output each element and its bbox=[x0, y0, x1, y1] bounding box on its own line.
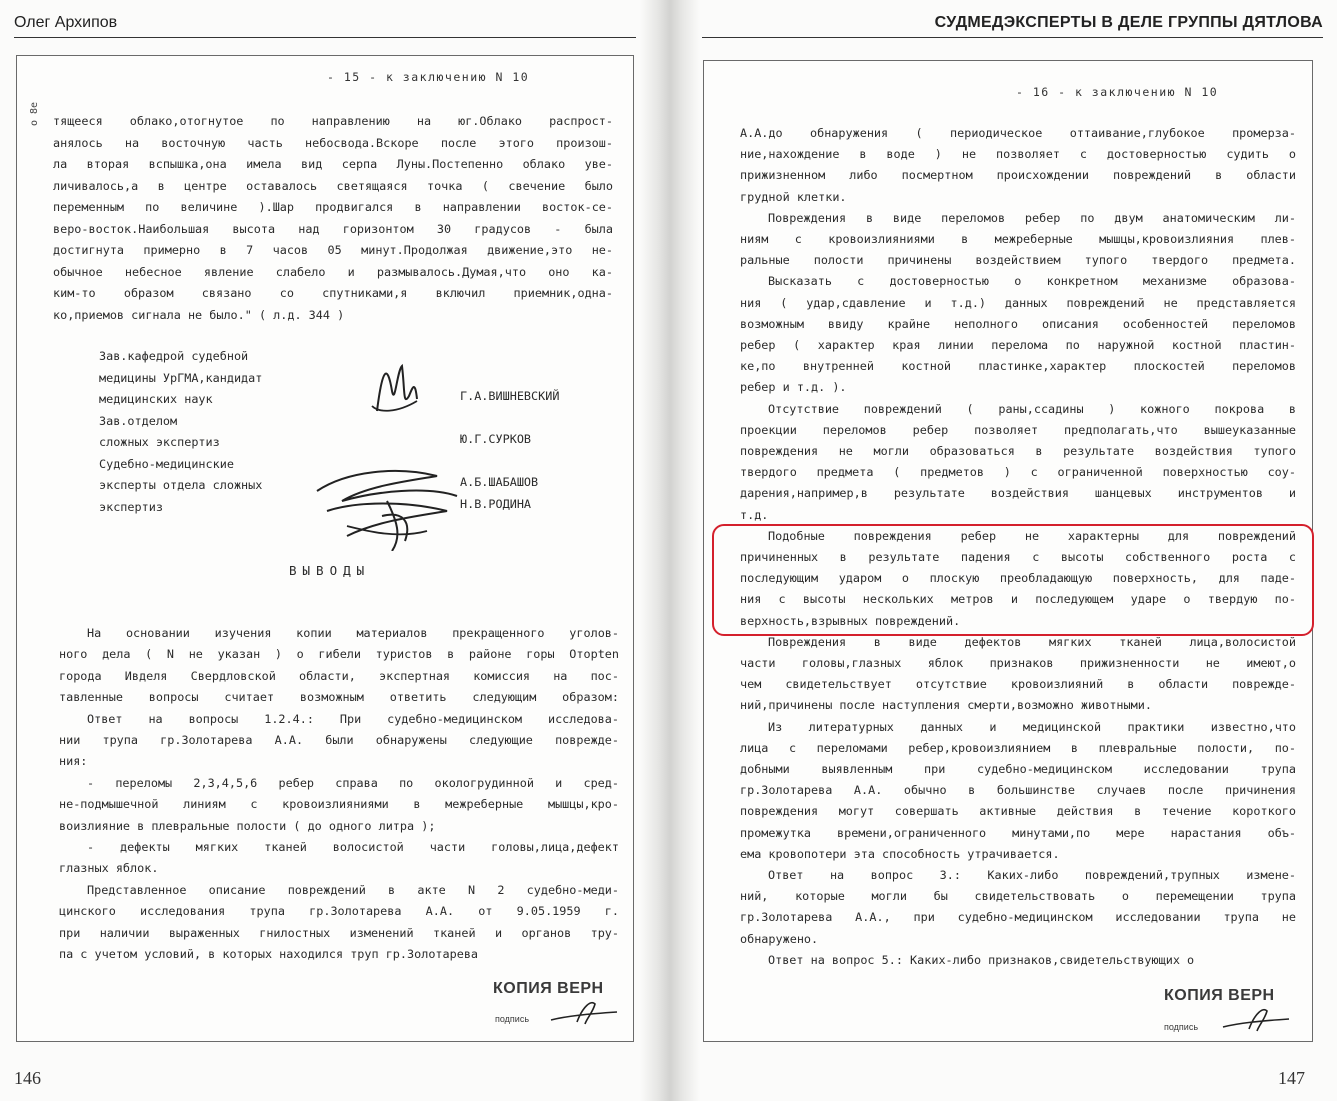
text-line: па с учетом условий, в которых находился труп гр.Золотарева bbox=[59, 947, 479, 961]
text-line: ребер ( характер края линии перелома по наружной костной пластин- bbox=[740, 338, 1296, 352]
text-line: ний,причинены после наступления смерти,возможно животными. bbox=[740, 698, 1152, 713]
signatory-name: Н.В.РОДИНА bbox=[460, 497, 532, 511]
text-line: т.д. bbox=[740, 507, 769, 522]
text-line: лица с переломами ребер,кровоизлиянием в плевральные полости, по- bbox=[740, 740, 1296, 755]
signatory-title-line: эксперты отдела сложных bbox=[99, 478, 263, 492]
text-line: ребер и т.д. ). bbox=[740, 380, 847, 395]
signatory-title-line: Судебно-медицинские bbox=[99, 456, 234, 471]
book-gutter bbox=[640, 0, 700, 1101]
text-line: А.А.до обнаружения ( периодическое оттаивание,глубокое промерза- bbox=[740, 126, 1296, 140]
text-line: повреждения не могли образоваться в результате воздействия тупого bbox=[740, 444, 1296, 458]
text-line: ко,приемов сигнала не было." ( л.д. 344 ) bbox=[53, 307, 345, 322]
text-line: обнаружено. bbox=[740, 931, 819, 946]
text-line: при наличии выраженных гнилостных изменений тканей и органов тру- bbox=[59, 925, 619, 940]
text-line: - дефекты мягких тканей волосистой части головы,лица,дефект bbox=[87, 840, 619, 854]
text-line: причиненных в результате падения с высоты собственного роста с bbox=[740, 550, 1296, 564]
text-line: Из литературных данных и медицинской практики известно,что bbox=[768, 719, 1296, 734]
header-rule-left bbox=[14, 37, 636, 38]
text-line: верхность,взрывных повреждений. bbox=[740, 613, 961, 628]
signatory-title-line: Зав.кафедрой судебной bbox=[99, 349, 249, 363]
page-number-right: 147 bbox=[1278, 1068, 1305, 1088]
signatory-title-line: Зав.отделом bbox=[99, 413, 178, 428]
text-line: гр.Золотарева А.А. обычно в большинстве случаев после причинения bbox=[740, 783, 1296, 798]
text-line: ким-то образом связано со спутниками,я включил приемник,одна- bbox=[53, 286, 613, 300]
text-line: последующим ударом о плоскую преобладающую поверхность, для паде- bbox=[740, 571, 1296, 586]
stamp-signature bbox=[547, 996, 627, 1026]
text-line: прижизненном либо посмертном происхождении повреждений в области bbox=[740, 168, 1296, 183]
red-highlight-box bbox=[712, 524, 1314, 636]
text-line: повреждения могут совершать активные действия в течение короткого bbox=[740, 804, 1296, 819]
text-line: Ответ на вопрос 3.: Каких-либо повреждений,трупных измене- bbox=[768, 868, 1296, 882]
margin-mark: о 8е bbox=[29, 101, 40, 126]
text-line: грудной клетки. bbox=[740, 189, 847, 204]
text-line: воизлияние в плевральные полости ( до одного литра ); bbox=[59, 818, 436, 833]
text-line: Повреждения в виде переломов ребер по двум анатомическим ли- bbox=[768, 210, 1296, 225]
text-line: ного дела ( N не указан ) о гибели туристов в районе горы Оторten bbox=[59, 647, 619, 662]
text-line: ний, которые могли бы свидетельствовать о перемещении трупа bbox=[740, 889, 1296, 904]
text-line: не-подмышечной линиям с кровоизлияниями в межреберные мышцы,кро- bbox=[59, 797, 619, 812]
sheet-header-left: - 15 - к заключению N 10 bbox=[327, 70, 530, 84]
sheet-header-right: - 16 - к заключению N 10 bbox=[1016, 85, 1219, 99]
text-line: ния: bbox=[59, 754, 88, 769]
signatory-name: Ю.Г.СУРКОВ bbox=[460, 432, 532, 446]
text-line: веро-восток.Наибольшая высота над горизонтом 30 градусов - была bbox=[53, 221, 613, 236]
text-line: цинского исследования трупа гр.Золотарева А.А. от 9.05.1959 г. bbox=[59, 904, 619, 919]
signatory-name: Г.А.ВИШНЕВСКИЙ bbox=[460, 389, 560, 403]
text-line: части головы,глазных яблок признаков прижизненности не имеют,о bbox=[740, 656, 1296, 670]
stamp-podpis-label-right: подпись bbox=[1164, 1022, 1199, 1032]
stamp-signature-right bbox=[1219, 1003, 1299, 1033]
text-line: Подобные повреждения ребер не характерны для повреждений bbox=[768, 528, 1296, 543]
text-line: Представленное описание повреждений в акте N 2 судебно-меди- bbox=[87, 882, 619, 897]
text-line: ния ( удар,сдавление и т.д.) данных повреждений не представляется bbox=[740, 295, 1296, 310]
text-line: Ответ на вопрос 5.: Каких-либо признаков,свидетельствующих о bbox=[768, 952, 1195, 967]
signatory-name: А.Б.ШАБАШОВ bbox=[460, 475, 539, 489]
text-line: ла вторая вспышка,она имела вид серпа Луны.Постепенно облако уве- bbox=[53, 157, 613, 171]
text-line: ке,по внутренней костной пластинке,характер плоскостей переломов bbox=[740, 359, 1296, 374]
text-line: ние,нахождение в воде ) не позволяет с достоверностью судить о bbox=[740, 147, 1296, 162]
text-line: ема кровопотери эта способность утрачивается. bbox=[740, 846, 1060, 861]
text-line: Отсутствие повреждений ( раны,ссадины ) кожного покрова в bbox=[768, 401, 1296, 416]
text-line: Ответ на вопросы 1.2.4.: При судебно-медицинском исследова- bbox=[87, 711, 619, 726]
text-line: Повреждения в виде дефектов мягких тканей лица,волосистой bbox=[768, 634, 1296, 649]
conclusions-title: ВЫВОДЫ bbox=[289, 563, 371, 578]
copy-stamp: КОПИЯ ВЕРН bbox=[493, 980, 604, 997]
copy-stamp-right: КОПИЯ ВЕРН bbox=[1164, 987, 1275, 1004]
signatory-title-line: экспертиз bbox=[99, 499, 163, 514]
text-line: города Ивделя Свердловской области, экспертная комиссия на пос- bbox=[59, 668, 619, 683]
text-line: На основании изучения копии материалов прекращенного уголов- bbox=[87, 626, 619, 640]
text-line: твердого предмета ( предметов ) с ограниченной поверхностью соу- bbox=[740, 465, 1296, 480]
text-line: чем свидетельствует отсутствие кровоизлияний в области поврежде- bbox=[740, 677, 1296, 692]
header-rule-right bbox=[702, 37, 1323, 38]
text-line: добными выявленным при судебно-медицинском исследовании трупа bbox=[740, 762, 1296, 776]
text-line: достигнута примерно в 7 часов 05 минут.Продолжая движение,это не- bbox=[53, 243, 613, 257]
text-line: нии трупа гр.Золотарева А.А. были обнаружены следующие поврежде- bbox=[59, 733, 619, 747]
text-line: ниям с кровоизлияниями в межреберные мышцы,кровоизлияния плев- bbox=[740, 232, 1296, 246]
text-line: Высказать с достоверностью о конкретном механизме образова- bbox=[768, 274, 1296, 289]
document-sheet-left bbox=[16, 55, 634, 1042]
signatory-title-line: сложных экспертиз bbox=[99, 435, 220, 449]
running-head-title: СУДМЕДЭКСПЕРТЫ В ДЕЛЕ ГРУППЫ ДЯТЛОВА bbox=[934, 14, 1323, 31]
text-line: дарения,например,в результате воздействия шанцевых инструментов и bbox=[740, 486, 1296, 501]
handwritten-signatures bbox=[287, 351, 477, 551]
text-line: ральные полости причинены воздействием тупого твердого предмета. bbox=[740, 253, 1296, 268]
text-line: глазных яблок. bbox=[59, 861, 159, 876]
text-line: гр.Золотарева А.А., при судебно-медицинском исследовании трупа не bbox=[740, 910, 1296, 925]
text-line: переменным по величине ).Шар продвигался в направлении восток-се- bbox=[53, 200, 613, 214]
running-head-author: Олег Архипов bbox=[14, 14, 118, 31]
text-line: обычное небесное явление слабело и размывалось.Думая,что оно ка- bbox=[53, 264, 613, 279]
text-line: возможным ввиду крайне неполного описания особенностей переломов bbox=[740, 316, 1296, 331]
text-line: промежутка времени,ограниченного минутами,по мере нарастания объ- bbox=[740, 825, 1296, 840]
text-line: проекции переломов ребер позволяет предполагать,что вышеуказанные bbox=[740, 422, 1296, 437]
signatory-title-line: медицинских наук bbox=[99, 392, 213, 406]
text-line: - переломы 2,3,4,5,6 ребер справа по окологрудинной и сред- bbox=[87, 775, 619, 790]
text-line: личивалось,а в центре оставалось светящаяся точка ( свечение было bbox=[53, 178, 613, 193]
text-line: ния с высоты нескольких метров и последующем ударе о твердую по- bbox=[740, 592, 1296, 607]
signatory-title-line: медицины УрГМА,кандидат bbox=[99, 370, 263, 385]
text-line: анялось на восточную часть небосвода.Вскоре после этого произош- bbox=[53, 135, 613, 150]
page-number-left: 146 bbox=[14, 1068, 41, 1088]
text-line: тавленные вопросы считает возможным ответить следующим образом: bbox=[59, 690, 619, 705]
text-line: тящееся облако,отогнутое по направлению на юг.Облако распрост- bbox=[53, 114, 613, 128]
stamp-podpis-label: подпись bbox=[495, 1014, 530, 1024]
